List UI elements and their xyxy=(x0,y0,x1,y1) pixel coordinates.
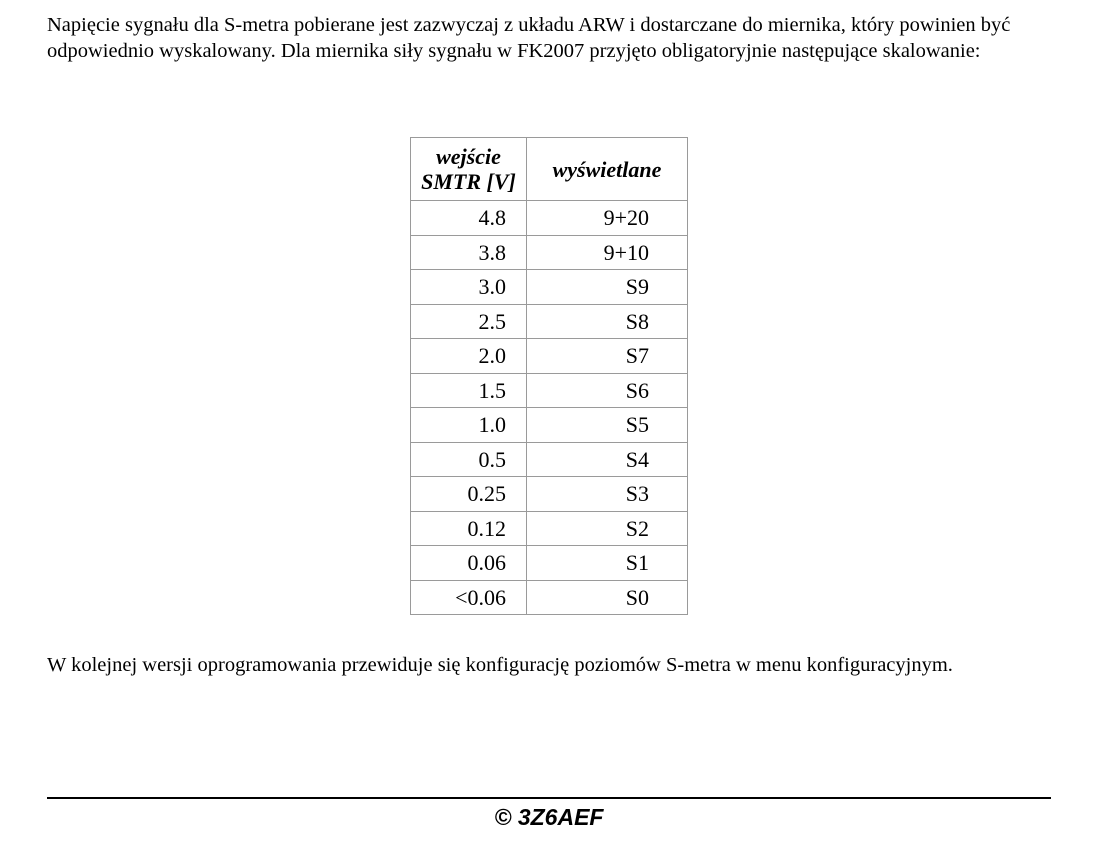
cell-input: 2.0 xyxy=(411,339,527,374)
cell-display: S0 xyxy=(527,580,688,615)
table-row xyxy=(411,408,688,443)
header-input-line2: SMTR [V] xyxy=(421,169,516,194)
table-row xyxy=(411,270,688,305)
footer-divider xyxy=(47,797,1051,799)
cell-input: 0.5 xyxy=(411,442,527,477)
cell-display: S8 xyxy=(527,304,688,339)
header-input-line1: wejście xyxy=(436,144,501,169)
table-row xyxy=(411,201,688,236)
table-row xyxy=(411,373,688,408)
table-row xyxy=(411,235,688,270)
cell-input: 1.5 xyxy=(411,373,527,408)
cell-input: 0.06 xyxy=(411,546,527,581)
header-displayed: wyświetlane xyxy=(527,138,688,201)
intro-paragraph: Napięcie sygnału dla S-metra pobierane jest zazwyczaj z układu ARW i dostarczane do miernika, który powinien być odpowiednio wyskalowany. Dla miernika siły sygnału w FK2007 przyjęto obligatoryjnie następujące skalowanie: xyxy=(47,14,1011,62)
table-row xyxy=(411,580,688,615)
cell-input: 0.25 xyxy=(411,477,527,512)
table-header-row xyxy=(411,138,688,201)
table-row xyxy=(411,304,688,339)
footer-copyright: © 3Z6AEF xyxy=(494,804,604,830)
cell-input: 1.0 xyxy=(411,408,527,443)
smeter-scale-table xyxy=(410,137,688,615)
cell-input: 4.8 xyxy=(411,201,527,236)
table-row xyxy=(411,339,688,374)
cell-display: 9+20 xyxy=(527,201,688,236)
cell-display: S5 xyxy=(527,408,688,443)
cell-display: S9 xyxy=(527,270,688,305)
cell-input: 3.0 xyxy=(411,270,527,305)
cell-input: 3.8 xyxy=(411,235,527,270)
table-body xyxy=(411,201,688,615)
cell-input: <0.06 xyxy=(411,580,527,615)
cell-display: S2 xyxy=(527,511,688,546)
cell-input: 2.5 xyxy=(411,304,527,339)
cell-display: S1 xyxy=(527,546,688,581)
cell-display: S3 xyxy=(527,477,688,512)
cell-display: 9+10 xyxy=(527,235,688,270)
cell-display: S7 xyxy=(527,339,688,374)
cell-display: S6 xyxy=(527,373,688,408)
table-row xyxy=(411,511,688,546)
table-row xyxy=(411,546,688,581)
cell-display: S4 xyxy=(527,442,688,477)
table-row xyxy=(411,442,688,477)
smeter-scale-table-wrapper xyxy=(410,137,688,615)
cell-input: 0.12 xyxy=(411,511,527,546)
table-row xyxy=(411,477,688,512)
header-input-voltage xyxy=(411,138,527,201)
note-paragraph: W kolejnej wersji oprogramowania przewiduje się konfigurację poziomów S-metra w menu konfiguracyjnym. xyxy=(47,654,953,676)
